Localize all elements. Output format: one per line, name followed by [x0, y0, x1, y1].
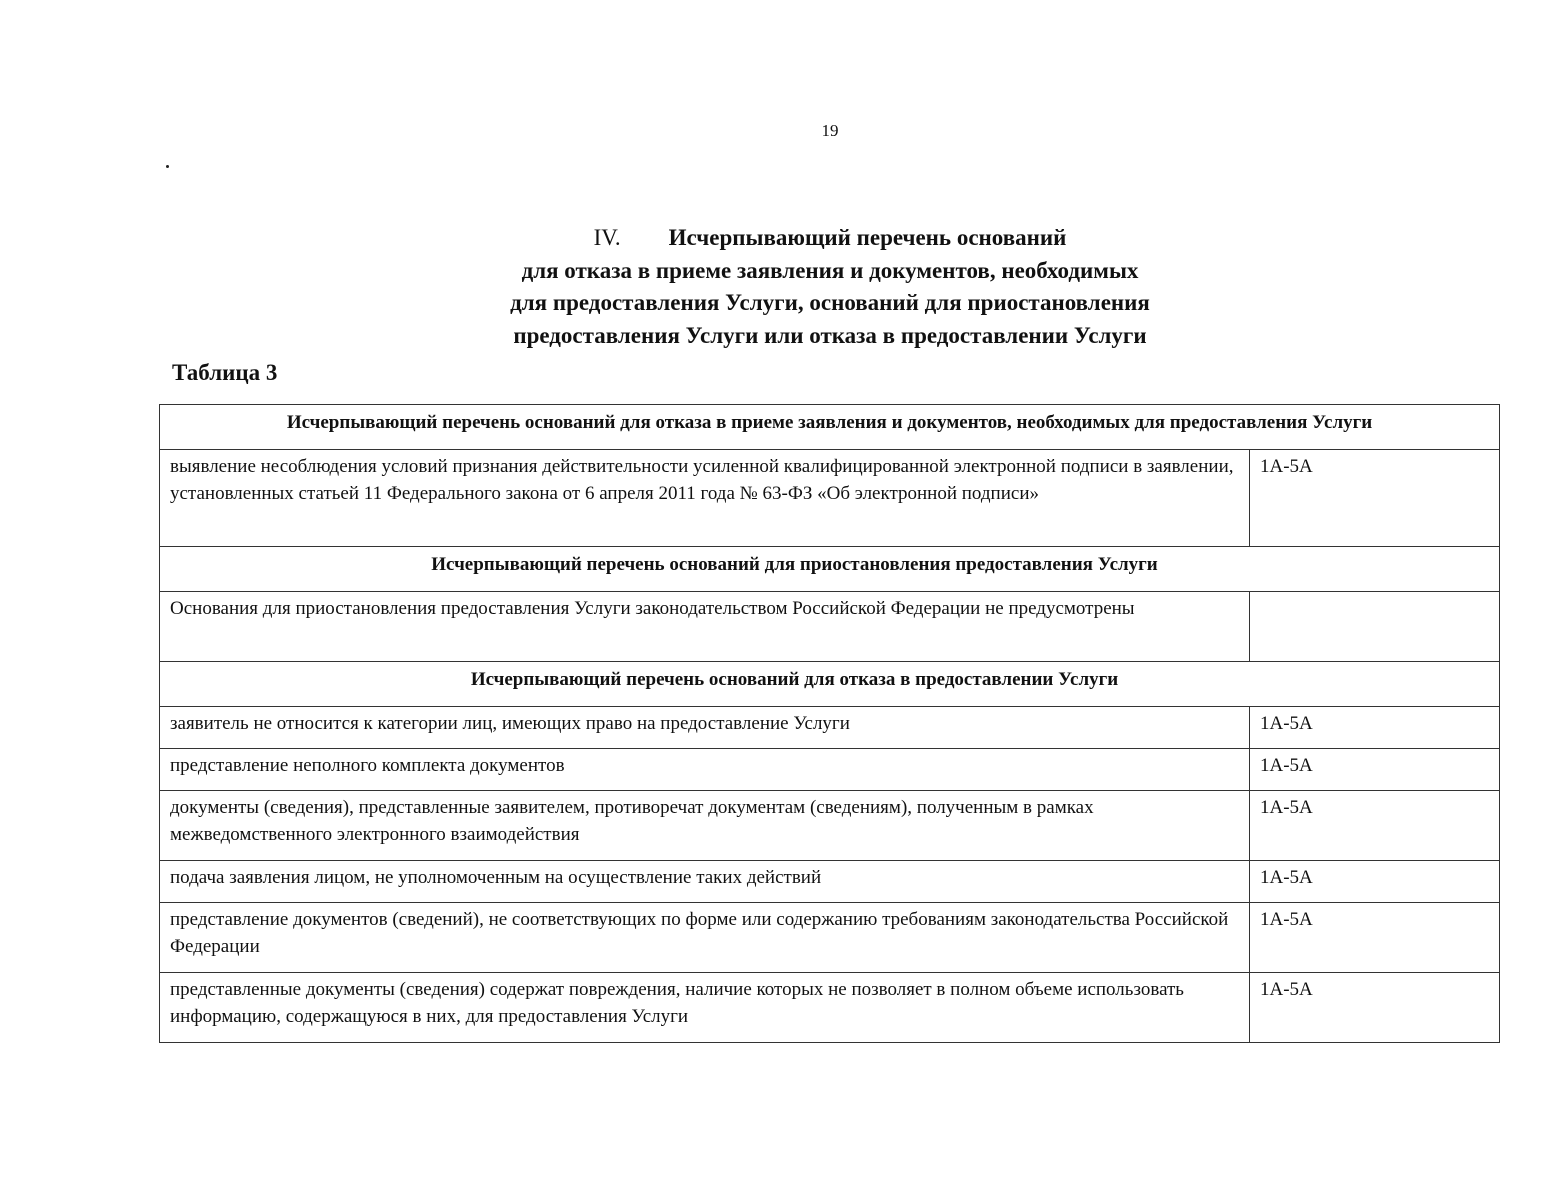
- section-title-line: для отказа в приеме заявления и документов, необходимых: [521, 257, 1139, 283]
- group-header: Исчерпывающий перечень оснований для отказа в приеме заявления и документов, необходимых для предоставления Услуги: [160, 405, 1500, 450]
- group-header-row: [160, 547, 1500, 592]
- code-cell: 1А-5А: [1250, 791, 1500, 861]
- section-heading-line-1: [330, 222, 1330, 255]
- group-header-row: [160, 662, 1500, 707]
- group-header: Исчерпывающий перечень оснований для приостановления предоставления Услуги: [160, 547, 1500, 592]
- section-title-line: Исчерпывающий перечень оснований: [668, 225, 1067, 250]
- section-title-line: предоставления Услуги или отказа в предоставлении Услуги: [513, 322, 1147, 348]
- table-row: [160, 903, 1500, 973]
- refusal-grounds-table: [159, 404, 1500, 1043]
- table-row: [160, 973, 1500, 1043]
- table-row: [160, 450, 1500, 547]
- reason-cell: документы (сведения), представленные заявителем, противоречат документам (сведениям), полученным в рамках межведомственного электронного взаимодействия: [160, 791, 1250, 861]
- section-heading: [330, 222, 1330, 352]
- table-row: [160, 749, 1500, 791]
- code-cell: [1250, 592, 1500, 662]
- table-row: [160, 707, 1500, 749]
- table-row: [160, 861, 1500, 903]
- table-caption: Таблица 3: [172, 360, 278, 385]
- group-header: Исчерпывающий перечень оснований для отказа в предоставлении Услуги: [160, 662, 1500, 707]
- code-cell: 1А-5А: [1250, 707, 1500, 749]
- reason-cell: представленные документы (сведения) содержат повреждения, наличие которых не позволяет в полном объеме использовать информацию, содержащуюся в них, для предоставления Услуги: [160, 973, 1250, 1043]
- code-cell: 1А-5А: [1250, 973, 1500, 1043]
- reason-cell: подача заявления лицом, не уполномоченным на осуществление таких действий: [160, 861, 1250, 903]
- reason-cell: Основания для приостановления предоставления Услуги законодательством Российской Федерации не предусмотрены: [160, 592, 1250, 662]
- code-cell: 1А-5А: [1250, 861, 1500, 903]
- group-header-row: [160, 405, 1500, 450]
- section-title-line: для предоставления Услуги, оснований для приостановления: [510, 290, 1150, 315]
- section-number: IV.: [593, 225, 621, 250]
- code-cell: 1А-5А: [1250, 450, 1500, 547]
- table-row: [160, 592, 1500, 662]
- reason-cell: представление документов (сведений), не соответствующих по форме или содержанию требованиям законодательства Российской Федерации: [160, 903, 1250, 973]
- reason-cell: выявление несоблюдения условий признания действительности усиленной квалифицированной электронной подписи в заявлении, установленных статьей 11 Федерального закона от 6 апреля 2011 года № 63-ФЗ «Об электронной подписи»: [160, 450, 1250, 547]
- scan-dot: [166, 165, 169, 168]
- table-row: [160, 791, 1500, 861]
- reason-cell: заявитель не относится к категории лиц, имеющих право на предоставление Услуги: [160, 707, 1250, 749]
- reason-cell: представление неполного комплекта документов: [160, 749, 1250, 791]
- code-cell: 1А-5А: [1250, 749, 1500, 791]
- code-cell: 1А-5А: [1250, 903, 1500, 973]
- page-number: 19: [821, 121, 839, 140]
